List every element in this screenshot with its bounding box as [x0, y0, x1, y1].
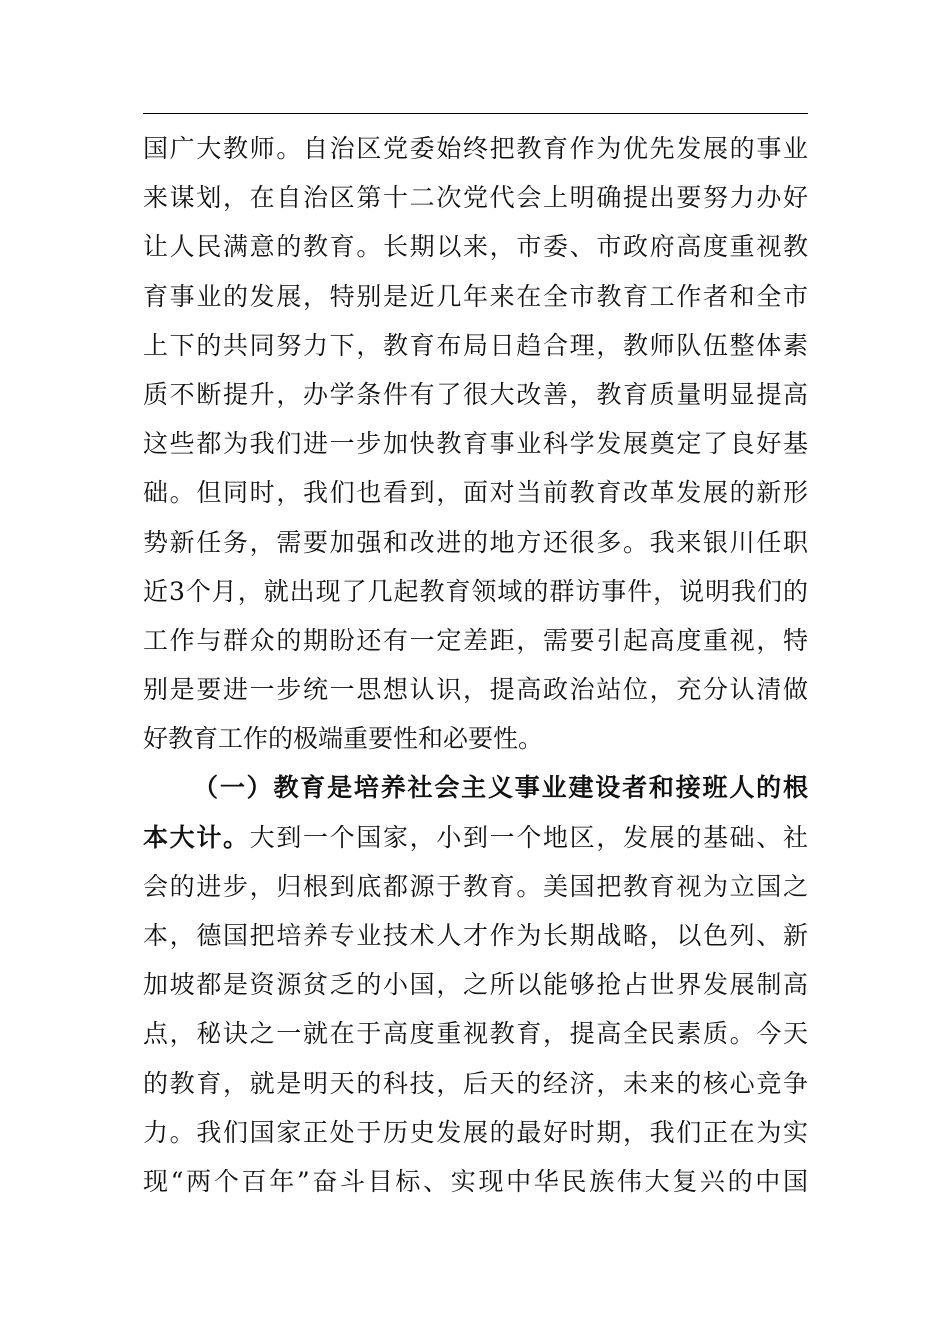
text-line: 的教育，就是明天的科技，后天的经济，未来的核心竞争 [143, 1068, 808, 1098]
text-line: 现“两个百年”奋斗目标、实现中华民族伟大复兴的中国 [143, 1166, 808, 1196]
text-line: 上下的共同努力下，教育布局日趋合理，教师队伍整体素 [143, 330, 808, 360]
text-line: 质不断提升，办学条件有了很大改善，教育质量明显提高 [143, 379, 808, 409]
text-line: 来谋划，在自治区第十二次党代会上明确提出要努力办好 [143, 183, 808, 213]
text-line: 本，德国把培养专业技术人才作为长期战略，以色列、新 [143, 921, 808, 950]
text-line: 工作与群众的期盼还有一定差距，需要引起高度重视，特 [143, 625, 808, 655]
text-line: 会的进步，归根到底都源于教育。美国把教育视为立国之 [143, 871, 808, 901]
section-heading-end: 本大计。 [143, 822, 250, 852]
text-line: 国广大教师。自治区党委始终把教育作为优先发展的事业 [143, 134, 808, 163]
text-line: 加坡都是资源贫乏的小国，之所以能够抢占世界发展制高 [143, 970, 808, 1000]
text-line: 础。但同时，我们也看到，面对当前教育改革发展的新形 [143, 478, 808, 508]
text-line: 别是要进一步统一思想认识，提高政治站位，充分认清做 [143, 675, 808, 705]
text-line: 育事业的发展，特别是近几年来在全市教育工作者和全市 [143, 281, 808, 311]
section-heading-continuation [143, 813, 808, 862]
text-line: 近3个月，就出现了几起教育领域的群访事件，说明我们的 [143, 576, 808, 606]
section-body-start: 大到一个国家，小到一个地区，发展的基础、社 [249, 822, 808, 852]
header-rule [143, 113, 808, 114]
body-text [143, 124, 808, 1206]
text-line: 这些都为我们进一步加快教育事业科学发展奠定了良好基 [143, 429, 808, 459]
paragraph-end-line: 好教育工作的极端重要性和必要性。 [143, 724, 544, 754]
section-heading: （一）教育是培养社会主义事业建设者和接班人的根 [193, 773, 808, 803]
text-line: 势新任务，需要加强和改进的地方还很多。我来银川任职 [143, 527, 808, 557]
text-line: 点，秘诀之一就在于高度重视教育，提高全民素质。今天 [143, 1019, 808, 1049]
text-line: 力。我们国家正处于历史发展的最好时期，我们正在为实 [143, 1117, 808, 1147]
text-line: 让人民满意的教育。长期以来，市委、市政府高度重视教 [143, 232, 808, 262]
